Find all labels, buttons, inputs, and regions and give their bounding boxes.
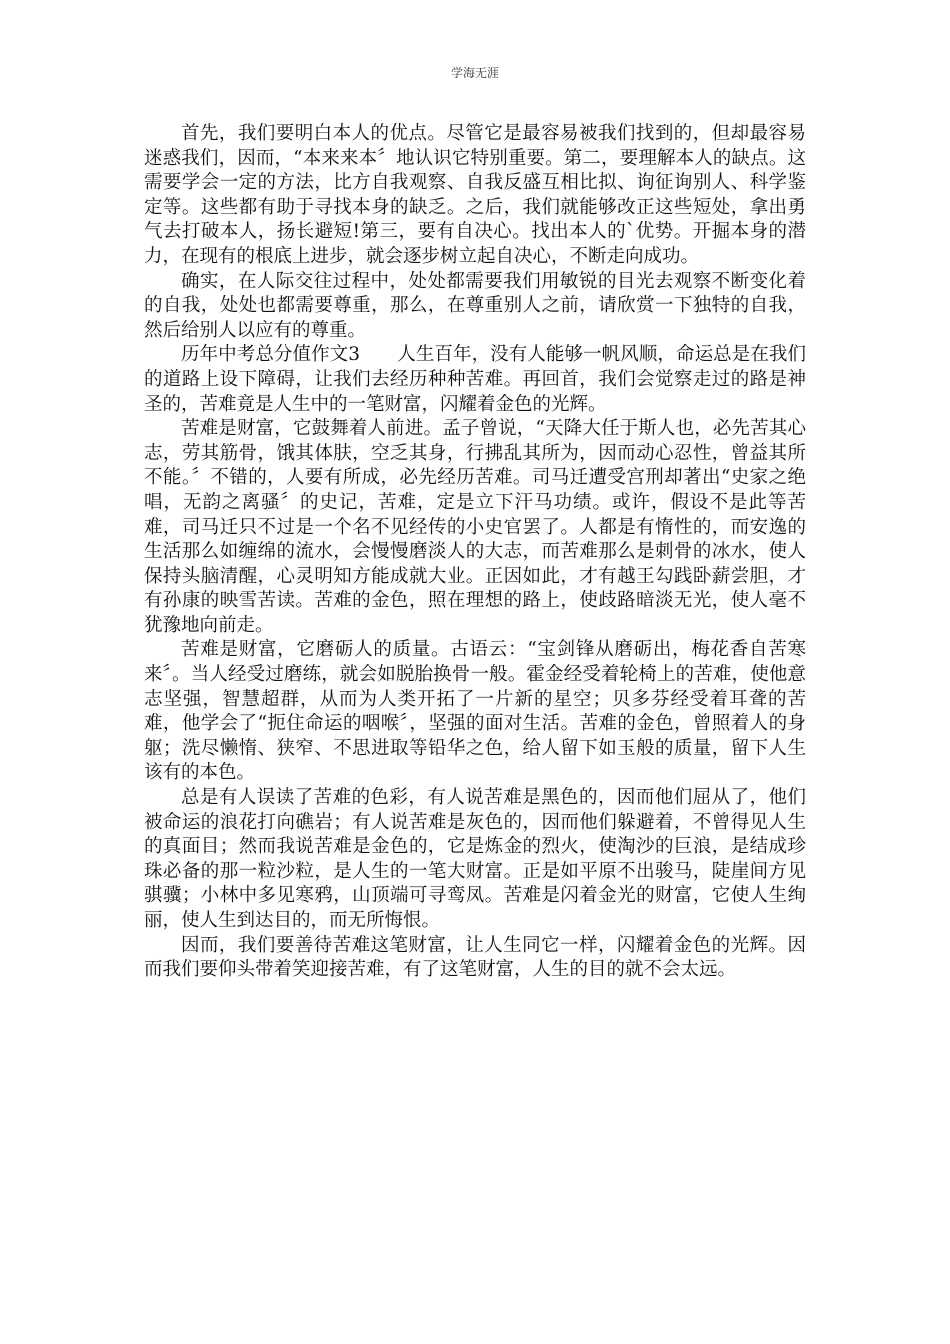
paragraph-2: 确实，在人际交往过程中，处处都需要我们用敏锐的目光去观察不断变化着的自我，处处也都需要尊重，那么，在尊重别人之前，请欣赏一下独特的自我，然后给别人以应有的尊重。	[144, 270, 806, 341]
paragraph-6: 总是有人误读了苦难的色彩，有人说苦难是黑色的，因而他们屈从了，他们被命运的浪花打向礁岩；有人说苦难是灰色的，因而他们躲避着，不曾得见人生的真面目；然而我说苦难是金色的，它是炼金的烈火，使淘沙的巨浪，是结成珍珠必备的那一粒沙粒，是人生的一笔大财富。正是如平原不出骏马，陡崖间方见骐骥；小林中多见寒鸦，山顶端可寻鸾凤。苦难是闪着金光的财富，它使人生绚丽，使人生到达目的，而无所悔恨。	[144, 787, 806, 931]
header-title: 学海无涯	[450, 66, 499, 80]
paragraph-5: 苦难是财富，它磨砺人的质量。古语云：“宝剑锋从磨砺出，梅花香自苦寒来〞。当人经受过磨练，就会如脱胎换骨一般。霍金经受着轮椅上的苦难，使他意志坚强，智慧超群，从而为人类开拓了一片新的星空；贝多芬经受着耳聋的苦难，他学会了“扼住命运的咽喉〞，坚强的面对生活。苦难的金色，曾照着人的身躯；洗尽懒惰、狭窄、不思进取等铅华之色，给人留下如玉般的质量，留下人生该有的本色。	[144, 639, 806, 784]
page-header	[0, 64, 950, 81]
paragraph-7: 因而，我们要善待苦难这笔财富，让人生同它一样，闪耀着金色的光辉。因而我们要仰头带着笑迎接苦难，有了这笔财富，人生的目的就不会太远。	[144, 934, 806, 981]
paragraph-4: 苦难是财富，它鼓舞着人前进。孟子曾说，“天降大任于斯人也，必先苦其心志，劳其筋骨，饿其体肤，空乏其身，行拂乱其所为，因而动心忍性，曾益其所不能。〞不错的，人要有所成，必先经历苦难。司马迁遭受宫刑却著出“史家之绝唱，无韵之离骚〞的史记，苦难，定是立下汗马功绩。或许，假设不是此等苦难，司马迁只不过是一个名不见经传的小史官罢了。人都是有惰性的，而安逸的生活那么如缠绵的流水，会慢慢磨淡人的大志，而苦难那么是刺骨的冰水，使人保持头脑清醒，心灵明知方能成就大业。正因如此，才有越王勾践卧薪尝胆，才有孙康的映雪苦读。苦难的金色，照在理想的路上，使歧路暗淡无光，使人毫不犹豫地向前走。	[144, 418, 806, 636]
document-body	[144, 122, 806, 983]
paragraph-3: 历年中考总分值作文3 人生百年，没有人能够一帆风顺，命运总是在我们的道路上设下障碍，让我们去经历种种苦难。再回首，我们会觉察走过的路是神圣的，苦难竟是人生中的一笔财富，闪耀着金色的光辉。	[144, 344, 806, 415]
paragraph-1: 首先，我们要明白本人的优点。尽管它是最容易被我们找到的，但却最容易迷惑我们，因而，“本来来本〞地认识它特别重要。第二，要理解本人的缺点。这需要学会一定的方法，比方自我观察、自我反盛互相比拟、询征询别人、科学鉴定等。这些都有助于寻找本身的缺乏。之后，我们就能够改正这些短处，拿出勇气去打破本人，扬长避短!第三，要有自决心。找出本人的`优势。开掘本身的潜力，在现有的根底上进步，就会逐步树立起自决心，不断走向成功。	[144, 123, 806, 267]
